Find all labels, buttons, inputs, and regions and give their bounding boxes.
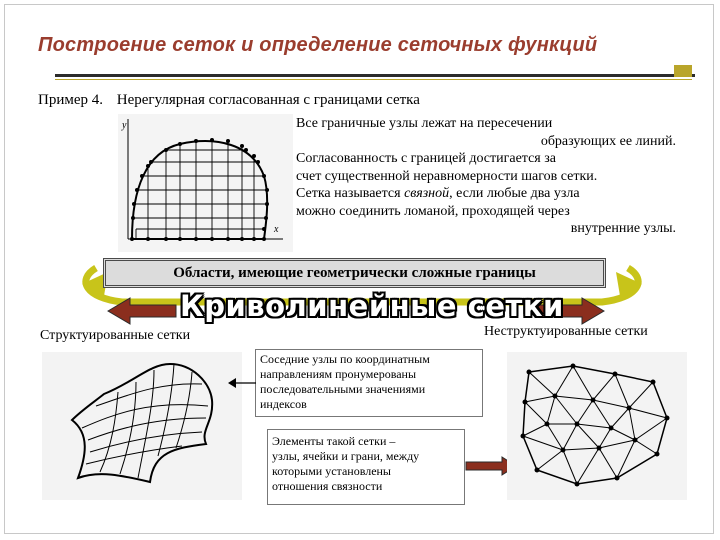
desc-line-connected: Сетка называется связной, если любые два узла	[296, 186, 580, 201]
slide-title: Построение сеток и определение сеточных функций	[38, 34, 598, 56]
note-line: узлы, ячейки и грани, между	[272, 449, 420, 463]
description-text	[296, 115, 676, 238]
note-line: направлениям пронумерованы	[260, 367, 417, 381]
term-connected: связной	[404, 186, 450, 201]
unstructured-mesh-diagram	[507, 352, 687, 500]
structured-mesh-diagram	[42, 352, 242, 500]
desc-line: можно соединить ломаной, проходящей через	[296, 203, 570, 219]
unstructured-meshes-label: Неструктуированные сетки	[484, 324, 648, 339]
structured-mesh-note	[255, 349, 483, 417]
left-arrow	[108, 298, 176, 324]
unstructured-mesh-note	[267, 429, 465, 505]
conforming-mesh-diagram	[118, 114, 298, 254]
note-line: Соседние узлы по координатным	[260, 352, 430, 366]
note-line: последовательными значениями	[260, 382, 426, 396]
note-line: Элементы такой сетки –	[272, 434, 396, 448]
curvilinear-meshes-title: Криволинейные сетки	[180, 289, 564, 323]
note-line: индексов	[260, 397, 307, 411]
desc-line: Все граничные узлы лежат на пересечении	[296, 116, 553, 131]
title-accent-line	[55, 79, 692, 80]
complex-domains-banner: Области, имеющие геометрически сложные границы	[103, 258, 606, 288]
note-line: которыми установлены	[272, 464, 391, 478]
desc-line: Согласованность с границей достигается за	[296, 151, 556, 166]
example-heading	[38, 92, 420, 109]
title-accent-block	[674, 65, 692, 77]
desc-line: счет существенной неравномерности шагов сетки.	[296, 168, 598, 184]
example-title: Нерегулярная согласованная с границами сетка	[116, 92, 420, 108]
note1-arrow	[228, 376, 258, 390]
title-underline	[55, 74, 695, 77]
example-number: Пример 4.	[38, 92, 104, 108]
structured-meshes-label: Структуированные сетки	[40, 328, 191, 343]
x-axis-label: x	[274, 224, 279, 235]
note-line: отношения связности	[272, 479, 383, 493]
desc-line: образующих ее линий.	[540, 133, 676, 149]
y-axis-label: y	[122, 120, 127, 131]
desc-line: внутренние узлы.	[570, 221, 676, 236]
